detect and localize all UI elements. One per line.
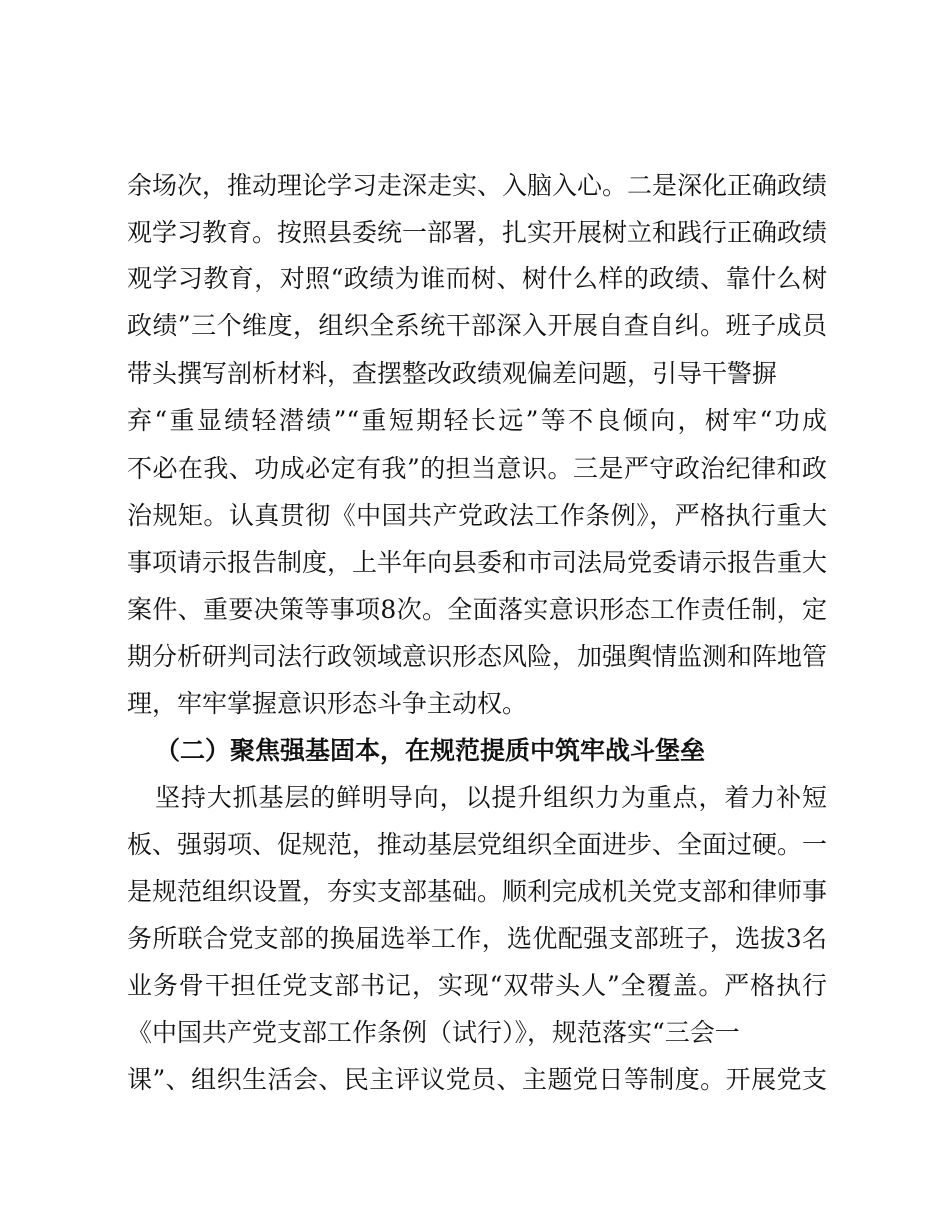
text-line-20: 课”、组织生活会、民主评议党员、主题党日等制度。开展党支: [127, 1065, 827, 1094]
text-line-10: 案件、重要决策等事项8次。全面落实意识形态工作责任制，定: [127, 595, 827, 624]
text-line-11: 期分析研判司法行政领域意识形态风险，加强舆情监测和阵地管: [127, 642, 828, 671]
text-line-14: 坚持大抓基层的鲜明导向，以提升组织力为重点，着力补短: [155, 783, 827, 812]
text-line-7: 不必在我、功成必定有我”的担当意识。三是严守政治纪律和政: [127, 454, 827, 483]
text-line-5: 带头撰写剖析材料，查摆整改政绩观偏差问题，引导干警摒: [127, 359, 778, 388]
text-line-16: 是规范组织设置，夯实支部基础。顺利完成机关党支部和律师事: [127, 877, 828, 906]
text-line-15: 板、强弱项、促规范，推动基层党组织全面进步、全面过硬。一: [127, 830, 828, 859]
text-line-8: 治规矩。认真贯彻《中国共产党政法工作条例》，严格执行重大: [127, 501, 827, 530]
text-line-6: 弃“重显绩轻潜绩”“重短期轻长远”等不良倾向，树牢“功成: [127, 406, 827, 435]
text-line-9: 事项请示报告制度，上半年向县委和市司法局党委请示报告重大: [127, 548, 828, 577]
text-line-3: 观学习教育，对照“政绩为谁而树、树什么样的政绩、靠什么树: [127, 264, 827, 293]
text-line-2: 观学习教育。按照县委统一部署，扎实开展树立和践行正确政绩: [127, 218, 828, 247]
text-line-1: 余场次，推动理论学习走深走实、入脑入心。二是深化正确政绩: [127, 171, 828, 200]
section-heading: （二）聚焦强基固本，在规范提质中筑牢战斗堡垒: [155, 736, 706, 765]
text-line-17: 务所联合党支部的换届选举工作，选优配强支部班子，选拔3名: [127, 924, 827, 953]
text-line-4: 政绩”三个维度，组织全系统干部深入开展自查自纠。班子成员: [127, 311, 827, 340]
text-line-18: 业务骨干担任党支部书记，实现“双带头人”全覆盖。严格执行: [127, 971, 827, 1000]
text-line-19: 《中国共产党支部工作条例（试行）》，规范落实“三会一: [127, 1018, 740, 1047]
text-line-12: 理，牢牢掌握意识形态斗争主动权。: [127, 689, 528, 718]
